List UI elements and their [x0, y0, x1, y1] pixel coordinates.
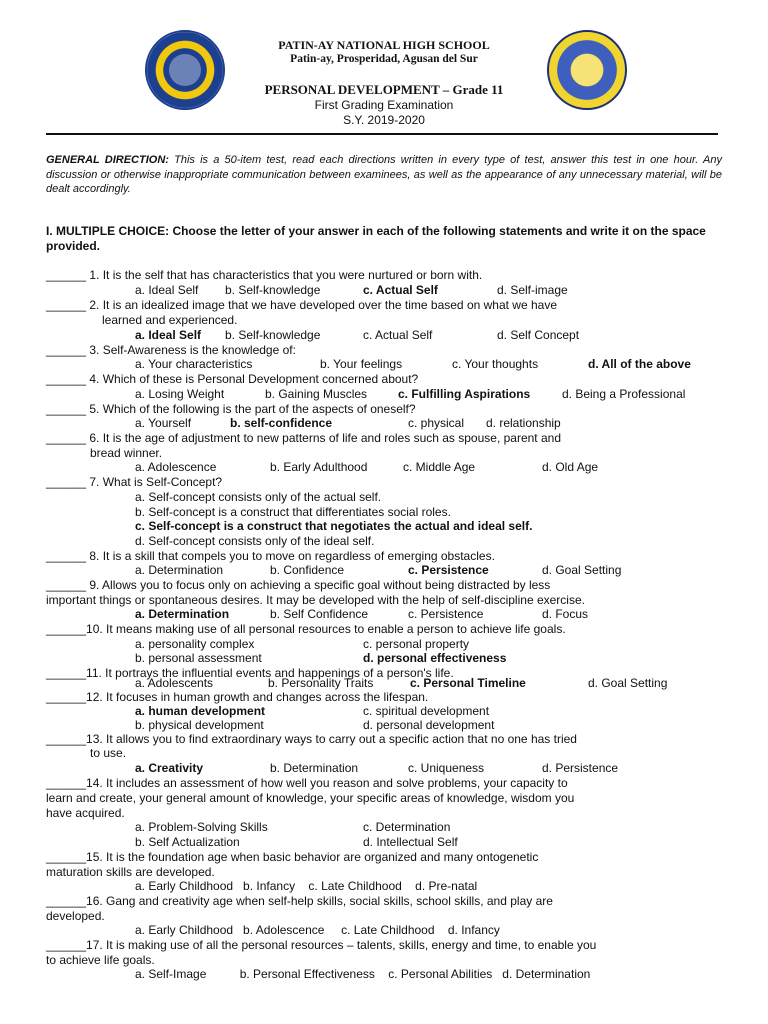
question-11: ______11. It portrays the influential events and happenings of a person's life.	[46, 666, 454, 680]
question-1: ______ 1. It is the self that has characteristics that you were nurtured or born with.	[46, 268, 483, 282]
question-7: ______ 7. What is Self-Concept?	[46, 475, 223, 489]
exam-title: First Grading Examination	[314, 98, 454, 112]
option: b. Self Actualization	[135, 835, 240, 849]
option: d. relationship	[486, 416, 561, 430]
option-answer: c. Persistence	[408, 563, 489, 577]
option: b. Determination	[270, 761, 359, 775]
option: d. Persistence	[542, 761, 619, 775]
option: d. Self-image	[497, 283, 568, 297]
header-divider	[46, 133, 718, 135]
school-address: Patin-ay, Prosperidad, Agusan del Sur	[290, 53, 478, 65]
question-continuation: have acquired.	[46, 806, 125, 820]
question-continuation: learned and experienced.	[102, 313, 238, 327]
option: a. Yourself	[135, 416, 192, 430]
option: d. Old Age	[542, 460, 599, 474]
option: d. Intellectual Self	[363, 835, 458, 849]
option-answer: c. Actual Self	[363, 283, 438, 297]
question-10: ______10. It means making use of all personal resources to enable a person to achieve life goals.	[46, 622, 566, 636]
option: c. spiritual development	[363, 704, 490, 718]
question-15: ______15. It is the foundation age when basic behavior are organized and many ontogenetic	[46, 850, 539, 864]
option: b. personal assessment	[135, 651, 262, 665]
option-answer: d. personal effectiveness	[363, 651, 507, 665]
question-continuation: learn and create, your general amount of knowledge, your specific areas of knowledge, wisdom you	[46, 791, 575, 805]
option: b. Your feelings	[320, 357, 403, 371]
option: b. Gaining Muscles	[265, 387, 368, 401]
option-answer: b. self-confidence	[230, 416, 333, 430]
question-2: ______ 2. It is an idealized image that we have developed over the time based on what we have	[46, 298, 558, 312]
question-12: ______12. It focuses in human growth and changes across the lifespan.	[46, 690, 429, 704]
option: a. Losing Weight	[135, 387, 225, 401]
option: a. Adolescence	[135, 460, 217, 474]
option: d. Self Concept	[497, 328, 580, 342]
option: a. personality complex	[135, 637, 255, 651]
question-continuation: maturation skills are developed.	[46, 865, 215, 879]
question-14: ______14. It includes an assessment of how well you reason and solve problems, your capacity to	[46, 776, 568, 790]
question-17: ______17. It is making use of all the personal resources – talents, skills, energy and time, to enable you	[46, 938, 597, 952]
option-answer: c. Personal Timeline	[410, 676, 526, 690]
question-16: ______16. Gang and creativity age when self-help skills, social skills, school skills, and play are	[46, 894, 553, 908]
option: d. Focus	[542, 607, 589, 621]
option: d. Goal Setting	[588, 676, 668, 690]
option: d. Self-concept consists only of the ideal self.	[135, 534, 375, 548]
section-instruction: I. MULTIPLE CHOICE: Choose the letter of your answer in each of the following statements and write it on the space provided.	[46, 224, 706, 253]
question-13: ______13. It allows you to find extraordinary ways to carry out a specific action that no one has tried	[46, 732, 577, 746]
option: a. Ideal Self	[135, 283, 199, 297]
option: d. Goal Setting	[542, 563, 622, 577]
option: d. Being a Professional	[562, 387, 686, 401]
option: c. Actual Self	[363, 328, 433, 342]
question-6: ______ 6. It is the age of adjustment to new patterns of life and roles such as spouse, parent and	[46, 431, 561, 445]
option: b. Self Confidence	[270, 607, 369, 621]
option-answer: a. Determination	[135, 607, 230, 621]
option: c. Persistence	[408, 607, 484, 621]
option-list: a. Early Childhood b. Infancy c. Late Childhood d. Pre-natal	[135, 879, 478, 893]
option: c. Uniqueness	[408, 761, 485, 775]
option-answer: a. Creativity	[135, 761, 204, 775]
question-continuation: bread winner.	[90, 446, 163, 460]
question-8: ______ 8. It is a skill that compels you to move on regardless of emerging obstacles.	[46, 549, 495, 563]
general-direction	[46, 153, 722, 197]
option: b. Self-knowledge	[225, 283, 321, 297]
option: c. personal property	[363, 637, 470, 651]
option: b. Self-knowledge	[225, 328, 321, 342]
option: b. Early Adulthood	[270, 460, 368, 474]
option-answer: c. Fulfilling Aspirations	[398, 387, 531, 401]
school-year: S.Y. 2019-2020	[343, 113, 425, 127]
option: c. physical	[408, 416, 465, 430]
option: c. Determination	[363, 820, 451, 834]
option-answer: d. All of the above	[588, 357, 691, 371]
school-name: PATIN-AY NATIONAL HIGH SCHOOL	[278, 38, 490, 52]
option: b. Personality Traits	[268, 676, 374, 690]
direction-text: This is a 50-item test, read each directions written in every type of test, answer this test in one hour. Any discussion or otherwise inappropriate communication between examinees, as well as the appearance of any unnecessary material, will be dealt accordingly.	[46, 154, 722, 195]
option-answer: a. human development	[135, 704, 266, 718]
option-answer: a. Ideal Self	[135, 328, 202, 342]
option: c. Middle Age	[403, 460, 476, 474]
option-list: a. Self-Image b. Personal Effectiveness c. Personal Abilities d. Determination	[135, 967, 591, 981]
question-continuation: to use.	[90, 746, 127, 760]
option: b. Confidence	[270, 563, 345, 577]
option: b. Self-concept is a construct that differentiates social roles.	[135, 505, 451, 519]
option: b. physical development	[135, 718, 264, 732]
exam-subject: PERSONAL DEVELOPMENT – Grade 11	[264, 82, 504, 97]
question-continuation: to achieve life goals.	[46, 953, 155, 967]
question-9: ______ 9. Allows you to focus only on achieving a specific goal without being distracted by less	[46, 578, 551, 592]
option: d. personal development	[363, 718, 495, 732]
option: a. Your characteristics	[135, 357, 253, 371]
option: c. Your thoughts	[452, 357, 539, 371]
option: a. Adolescents	[135, 676, 214, 690]
question-5: ______ 5. Which of the following is the part of the aspects of oneself?	[46, 402, 416, 416]
question-3: ______ 3. Self-Awareness is the knowledge of:	[46, 343, 296, 357]
question-continuation: developed.	[46, 909, 105, 923]
direction-label: GENERAL DIRECTION:	[46, 154, 169, 166]
option-answer: c. Self-concept is a construct that negotiates the actual and ideal self.	[135, 519, 533, 533]
option-list: a. Early Childhood b. Adolescence c. Late Childhood d. Infancy	[135, 923, 500, 937]
option: a. Determination	[135, 563, 224, 577]
question-4: ______ 4. Which of these is Personal Development concerned about?	[46, 372, 419, 386]
option: a. Problem-Solving Skills	[135, 820, 268, 834]
question-continuation: important things or spontaneous desires. It may be developed with the help of self-discipline exercise.	[46, 593, 585, 607]
option: a. Self-concept consists only of the actual self.	[135, 490, 382, 504]
